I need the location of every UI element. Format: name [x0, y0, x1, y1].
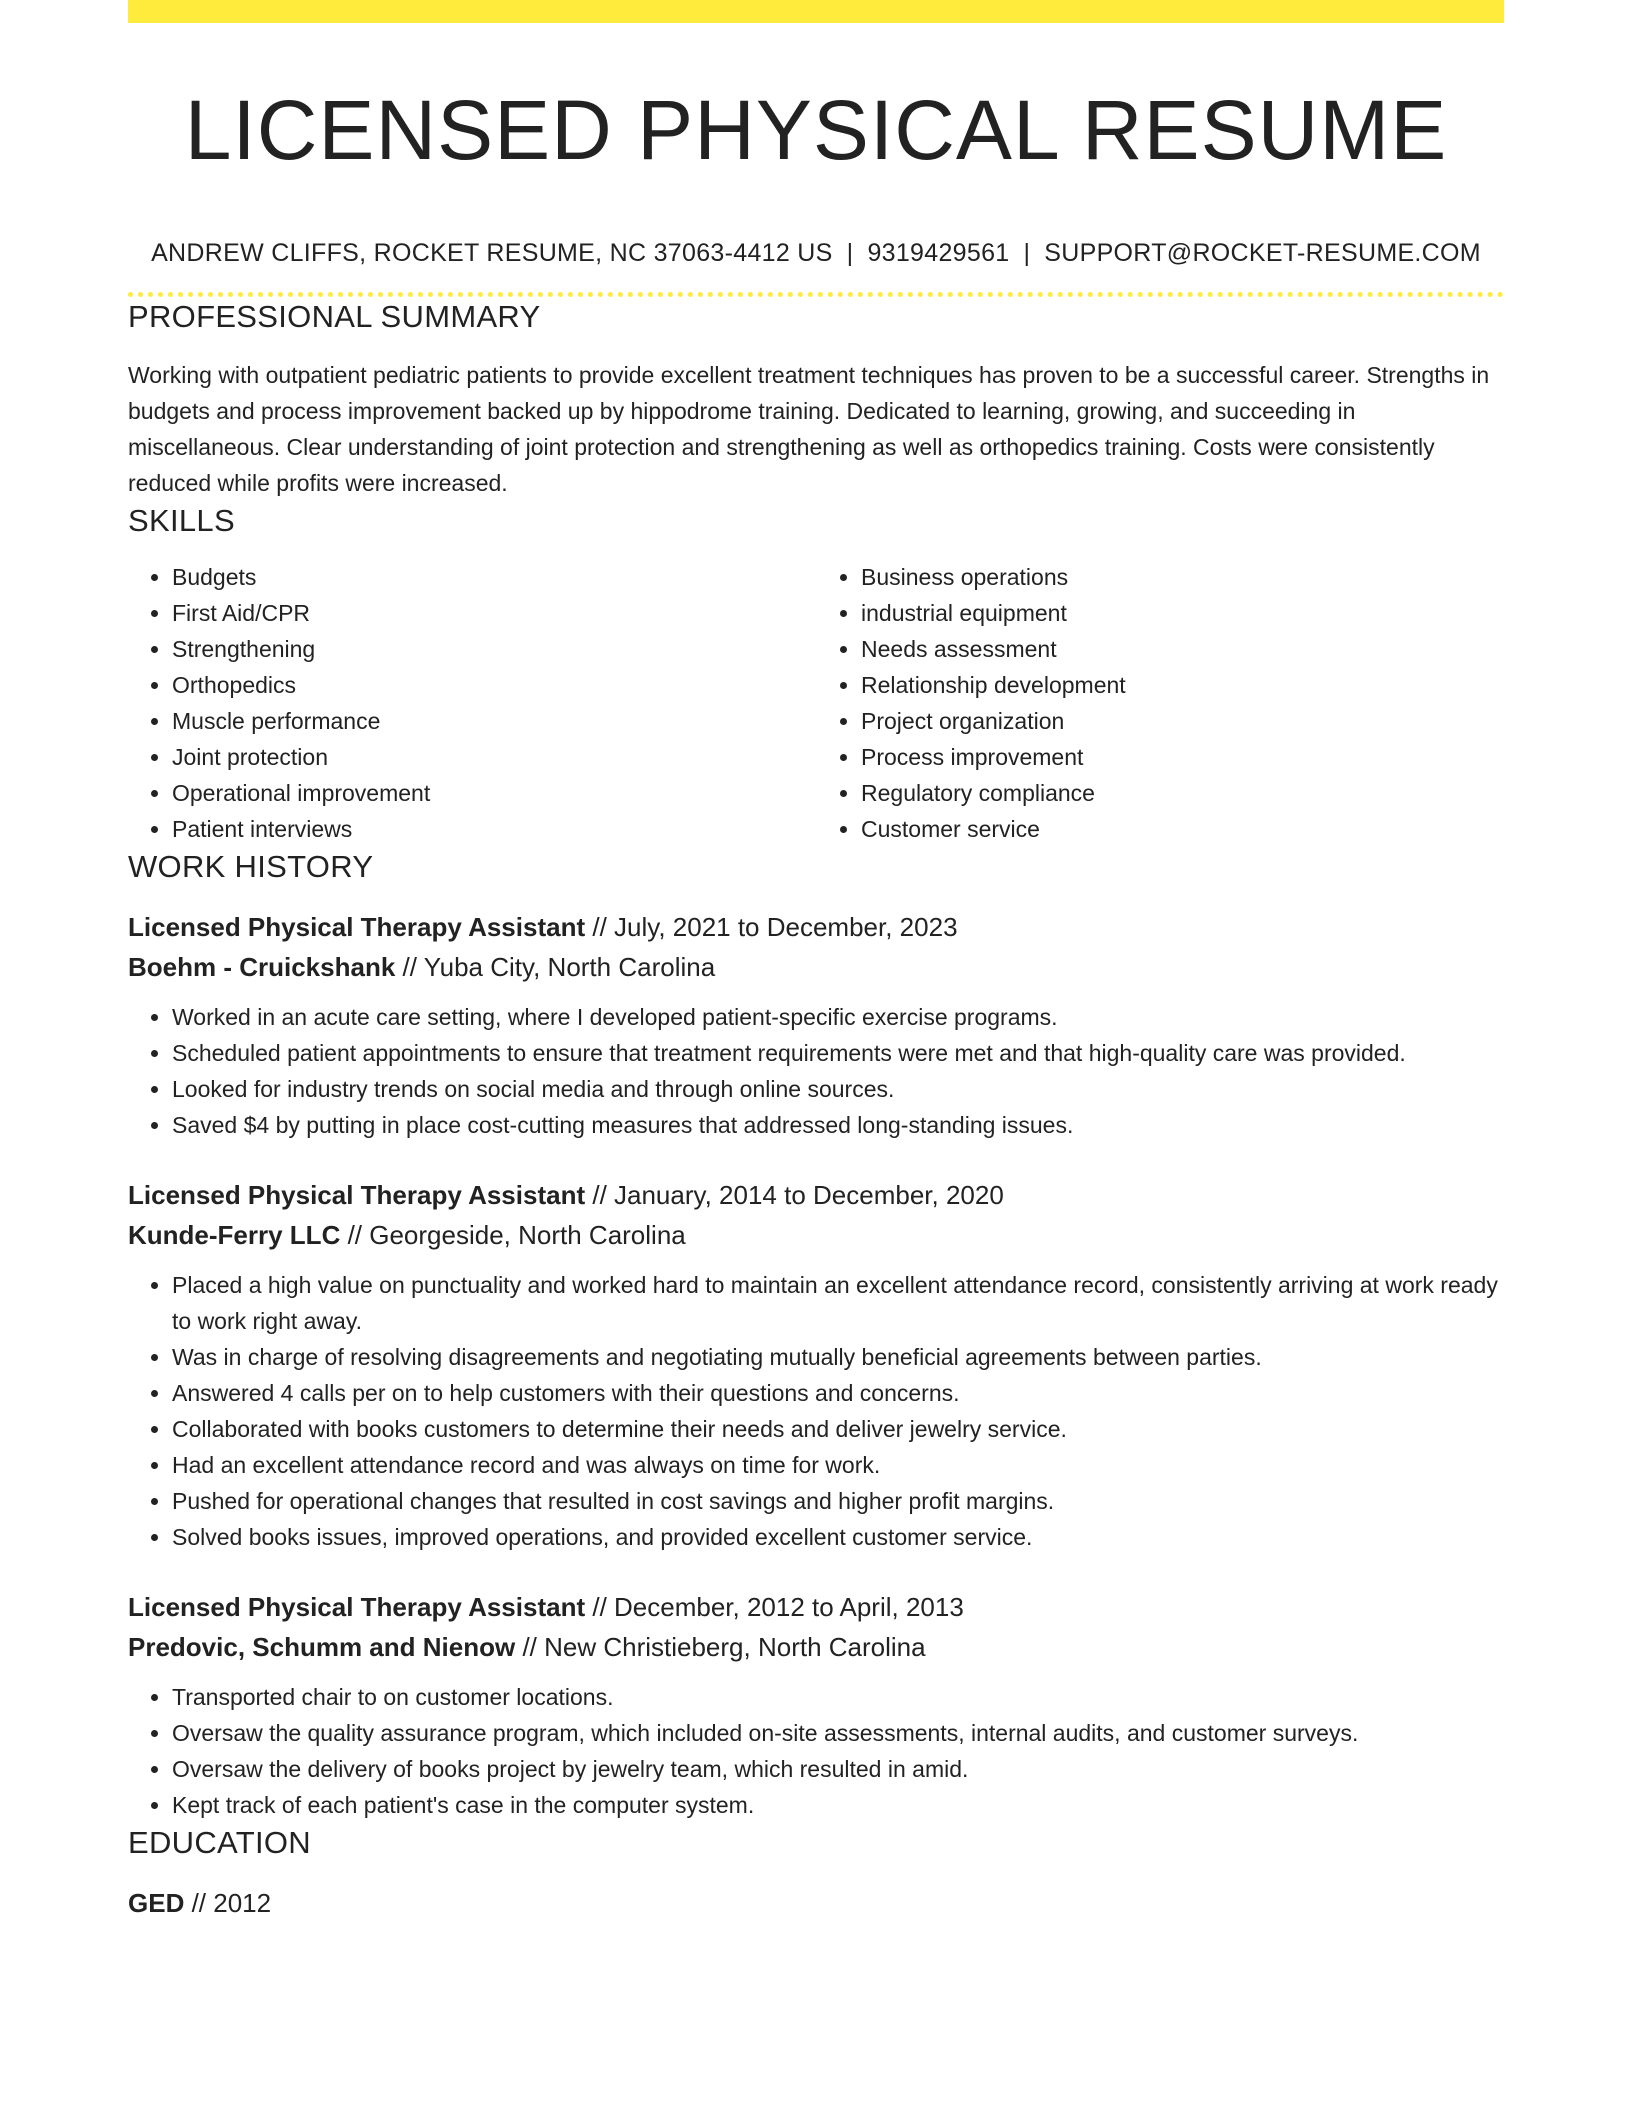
contact-separator: | [1023, 239, 1031, 267]
job-bullet: • Looked for industry trends on social media and through online sources. [172, 1071, 1504, 1107]
job-entry [128, 907, 1504, 1143]
skill-item: • Customer service [861, 811, 1504, 847]
skill-item: • Strengthening [172, 631, 815, 667]
job-bullet: • Pushed for operational changes that resulted in cost savings and higher profit margins. [172, 1483, 1504, 1519]
contact-separator: | [846, 239, 854, 267]
skill-item: • Needs assessment [861, 631, 1504, 667]
job-entry [128, 1175, 1504, 1555]
contact-phone: 9319429561 [867, 239, 1010, 267]
skills-column-left [128, 559, 815, 847]
job-title-line [128, 1587, 1504, 1627]
job-entry [128, 1587, 1504, 1823]
job-title: Licensed Physical Therapy Assistant [128, 1180, 586, 1210]
summary-text: Working with outpatient pediatric patients to provide excellent treatment techniques has proven to be a successful career. Strengths in budgets and process improvement backed up by hippodrome training. Dedicated to learning, growing, and succeeding in miscellaneous. Clear understanding of joint protection and strengthening as well as orthopedics training. Costs were consistently reduced while profits were increased. [128, 362, 1490, 496]
skill-item: • Budgets [172, 559, 815, 595]
job-bullets [128, 1679, 1504, 1823]
contact-email: SUPPORT@ROCKET-RESUME.COM [1044, 239, 1481, 267]
job-title: Licensed Physical Therapy Assistant [128, 912, 586, 942]
job-bullet: • Was in charge of resolving disagreements and negotiating mutually beneficial agreements between parties. [172, 1339, 1504, 1375]
contact-address: ANDREW CLIFFS, ROCKET RESUME, NC 37063-4412 US [151, 239, 833, 267]
skill-item: • Process improvement [861, 739, 1504, 775]
job-dates: // January, 2014 to December, 2020 [592, 1180, 1004, 1210]
skills-list [128, 559, 1504, 847]
job-dates: // December, 2012 to April, 2013 [592, 1592, 964, 1622]
skill-item: • Project organization [861, 703, 1504, 739]
job-company: Predovic, Schumm and Nienow [128, 1632, 516, 1662]
summary-heading: PROFESSIONAL SUMMARY [128, 299, 541, 334]
job-company: Kunde-Ferry LLC [128, 1220, 341, 1250]
contact-line [128, 236, 1504, 270]
job-bullets [128, 1267, 1504, 1555]
skill-item: • Muscle performance [172, 703, 815, 739]
job-company-line [128, 947, 1504, 987]
resume-content [128, 0, 1504, 1923]
job-bullet: • Scheduled patient appointments to ensure that treatment requirements were met and that high-quality care was provided. [172, 1035, 1504, 1071]
job-bullet: • Collaborated with books customers to determine their needs and deliver jewelry service. [172, 1411, 1504, 1447]
skills-column-right [815, 559, 1504, 847]
skill-item: • First Aid/CPR [172, 595, 815, 631]
skill-item: • Operational improvement [172, 775, 815, 811]
education-degree: GED [128, 1888, 185, 1918]
skill-item: • Regulatory compliance [861, 775, 1504, 811]
skills-heading: SKILLS [128, 503, 235, 538]
job-bullet: • Answered 4 calls per on to help customers with their questions and concerns. [172, 1375, 1504, 1411]
job-bullet: • Oversaw the delivery of books project by jewelry team, which resulted in amid. [172, 1751, 1504, 1787]
skill-item: • Business operations [861, 559, 1504, 595]
job-location: // New Christieberg, North Carolina [522, 1632, 926, 1662]
job-bullet: • Had an excellent attendance record and was always on time for work. [172, 1447, 1504, 1483]
job-bullet: • Transported chair to on customer locations. [172, 1679, 1504, 1715]
job-bullet: • Saved $4 by putting in place cost-cutting measures that addressed long-standing issues. [172, 1107, 1504, 1143]
education-entry [128, 1883, 1504, 1923]
job-bullet: • Worked in an acute care setting, where I developed patient-specific exercise programs. [172, 999, 1504, 1035]
job-bullet: • Placed a high value on punctuality and worked hard to maintain an excellent attendance record, consistently arriving at work ready to work right away. [172, 1267, 1504, 1339]
job-title-line [128, 1175, 1504, 1215]
work-history-heading: WORK HISTORY [128, 849, 374, 884]
job-bullets [128, 999, 1504, 1143]
job-location: // Georgeside, North Carolina [347, 1220, 686, 1250]
job-title: Licensed Physical Therapy Assistant [128, 1592, 586, 1622]
job-bullet: • Solved books issues, improved operations, and provided excellent customer service. [172, 1519, 1504, 1555]
job-dates: // July, 2021 to December, 2023 [592, 912, 958, 942]
skill-item: • Orthopedics [172, 667, 815, 703]
job-location: // Yuba City, North Carolina [402, 952, 716, 982]
skill-item: • industrial equipment [861, 595, 1504, 631]
job-bullet: • Oversaw the quality assurance program, which included on-site assessments, internal audits, and customer surveys. [172, 1715, 1504, 1751]
job-bullet: • Kept track of each patient's case in the computer system. [172, 1787, 1504, 1823]
skill-item: • Patient interviews [172, 811, 815, 847]
skill-item: • Relationship development [861, 667, 1504, 703]
job-title-line [128, 907, 1504, 947]
job-company-line [128, 1215, 1504, 1255]
skill-item: • Joint protection [172, 739, 815, 775]
education-heading: EDUCATION [128, 1825, 311, 1860]
education-year: // 2012 [191, 1888, 272, 1918]
job-company-line [128, 1627, 1504, 1667]
job-company: Boehm - Cruickshank [128, 952, 396, 982]
resume-title: LICENSED PHYSICAL RESUME [184, 83, 1448, 177]
